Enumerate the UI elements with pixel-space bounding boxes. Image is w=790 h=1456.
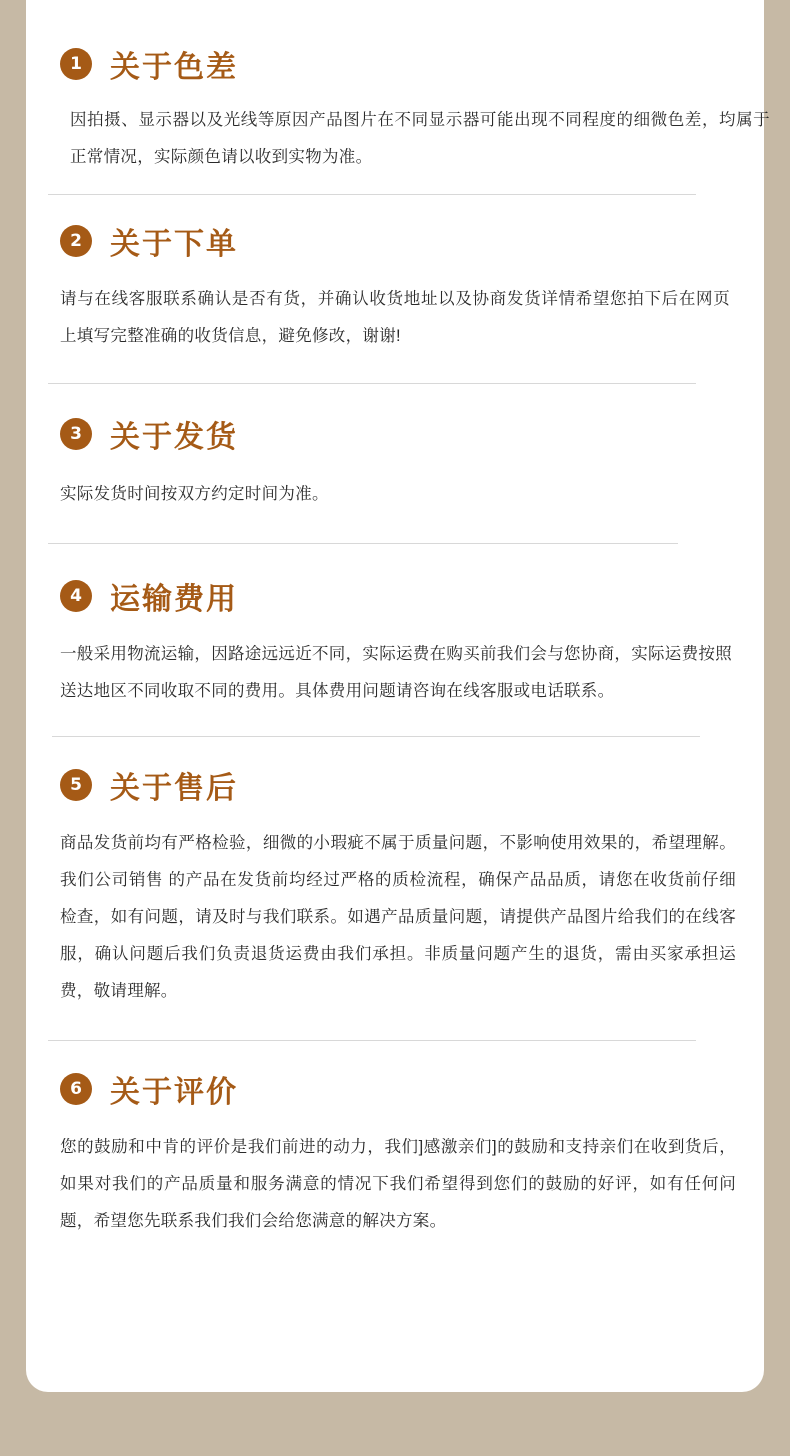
section-header: [60, 412, 730, 456]
section-number-badge: 4: [60, 580, 92, 612]
section-header: [60, 763, 730, 807]
section-header: [60, 219, 730, 263]
section-body: 商品发货前均有严格检验，细微的小瑕疵不属于质量问题，不影响使用效果的，希望理解。我们公司销售 的产品在发货前均经过严格的质检流程，确保产品品质，请您在收货前仔细检查，如有问题，请及时与我们联系。如遇产品质量问题，请提供产品图片给我们的在线客服，确认问题后我们负责退货运费由我们承担。非质量问题产生的退货，需由买家承担运费，敬请理解。: [60, 834, 736, 1000]
section-header: [60, 1067, 730, 1111]
section-number-badge: 1: [60, 48, 92, 80]
section-header: [60, 42, 730, 86]
section-body: 因拍摄、显示器以及光线等原因产品图片在不同显示器可能出现不同程度的细微色差，均属于正常情况，实际颜色请以收到实物为准。: [70, 111, 770, 166]
section-freight-cost: [26, 574, 764, 710]
section-shipping: [26, 412, 764, 513]
section-divider: [48, 383, 696, 384]
section-ordering: [26, 219, 764, 355]
section-title: 关于售后: [110, 772, 238, 805]
section-header: [60, 574, 730, 618]
section-divider: [48, 543, 678, 544]
section-title: 关于发货: [110, 421, 238, 454]
section-reviews: [26, 1067, 764, 1240]
section-color-difference: [26, 42, 770, 176]
section-divider: [48, 194, 696, 195]
section-body: 实际发货时间按双方约定时间为准。: [60, 485, 329, 503]
section-title: 运输费用: [110, 583, 238, 616]
section-title: 关于评价: [110, 1076, 238, 1109]
section-number-badge: 5: [60, 769, 92, 801]
section-title: 关于色差: [110, 51, 238, 84]
section-divider: [52, 736, 700, 737]
section-number-badge: 3: [60, 418, 92, 450]
section-body: 请与在线客服联系确认是否有货，并确认收货地址以及协商发货详情希望您拍下后在网页上填写完整准确的收货信息，避免修改，谢谢!: [60, 290, 730, 345]
section-body: 您的鼓励和中肯的评价是我们前进的动力，我们]感激亲们]的鼓励和支持亲们在收到货后，如果对我们的产品质量和服务满意的情况下我们希望得到您们的鼓励的好评，如有任何问题，希望您先联系我们我们会给您满意的解决方案。: [60, 1138, 736, 1230]
section-number-badge: 6: [60, 1073, 92, 1105]
section-divider: [48, 1040, 696, 1041]
section-title: 关于下单: [110, 228, 238, 261]
section-body: 一般采用物流运输，因路途远远近不同，实际运费在购买前我们会与您协商，实际运费按照送达地区不同收取不同的费用。具体费用问题请咨询在线客服或电话联系。: [60, 645, 732, 700]
info-card: [26, 0, 770, 1392]
sections-container: [26, 0, 770, 1240]
section-number-badge: 2: [60, 225, 92, 257]
section-after-sales: [26, 763, 764, 1010]
